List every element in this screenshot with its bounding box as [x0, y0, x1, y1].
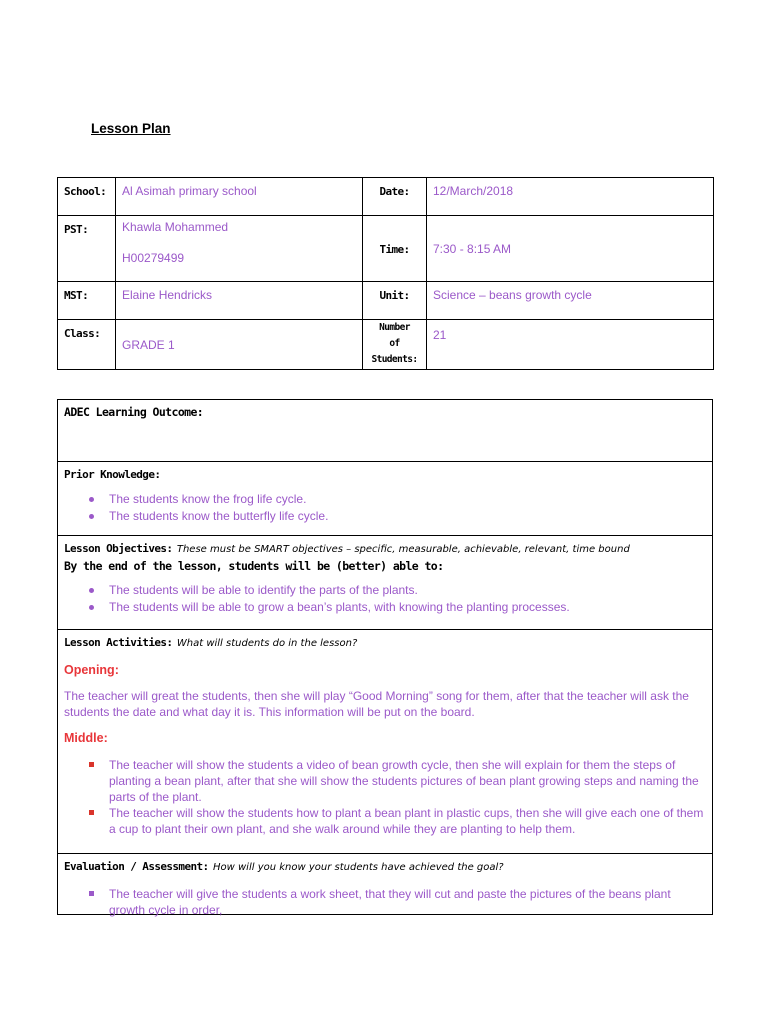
lesson-activities-note: What will students do in the lesson?	[176, 638, 358, 649]
opening-heading: Opening:	[64, 663, 119, 677]
lesson-objectives-section	[58, 536, 712, 630]
prior-knowledge-label: Prior Knowledge:	[64, 468, 161, 481]
page-title: Lesson Plan	[91, 121, 171, 136]
lesson-objectives-label: Lesson Objectives:	[64, 542, 173, 555]
students-value: 21	[433, 328, 447, 342]
date-label: Date:	[379, 185, 410, 198]
lesson-activities-section	[58, 630, 712, 854]
class-label-cell	[58, 320, 116, 370]
students-label-line-2: of	[389, 338, 400, 349]
info-table	[57, 177, 714, 370]
list-item: The students know the butterfly life cycle.	[109, 508, 706, 525]
unit-label-cell	[363, 282, 427, 320]
opening-text: The teacher will great the students, then she will play “Good Morning” song for them, after that the teacher will ask the students the date and what day it is. This information will be put on the board.	[64, 689, 689, 719]
pst-name: Khawla Mohammed	[122, 220, 229, 234]
date-value-cell	[427, 178, 714, 216]
mst-label: MST:	[64, 289, 89, 302]
evaluation-section	[58, 854, 712, 917]
learning-outcome-section	[58, 400, 712, 462]
class-value: GRADE 1	[122, 337, 175, 352]
students-label-cell	[363, 320, 427, 370]
students-label-line-3: Students:	[371, 354, 418, 365]
date-value: 12/March/2018	[433, 184, 514, 198]
evaluation-note: How will you know your students have achieved the goal?	[213, 862, 504, 873]
list-item: The students will be able to identify the parts of the plants.	[109, 582, 706, 599]
list-item: The teacher will give the students a work sheet, that they will cut and paste the pictures of the beans plant growth cycle in order,	[109, 886, 706, 918]
list-item: The students know the frog life cycle.	[109, 491, 706, 508]
time-label: Time:	[379, 242, 410, 256]
list-item: The teacher will show the students how to plant a bean plant in plastic cups, then she will give each one of them a cup to plant their own plant, and she walk around while they are planting to help them.	[109, 805, 706, 837]
unit-label: Unit:	[379, 289, 410, 302]
pst-value-cell	[116, 216, 363, 282]
objectives-subheading: By the end of the lesson, students will be (better) able to:	[64, 559, 444, 573]
school-value-cell	[116, 178, 363, 216]
pst-label-cell	[58, 216, 116, 282]
mst-value: Elaine Hendricks	[122, 288, 213, 302]
lesson-details-table	[57, 399, 713, 915]
time-value-cell	[427, 216, 714, 282]
evaluation-list	[64, 886, 706, 918]
objectives-list	[64, 582, 706, 616]
unit-value: Science – beans growth cycle	[433, 288, 592, 302]
class-label: Class:	[64, 327, 101, 340]
students-label	[363, 320, 426, 368]
middle-list	[64, 757, 706, 837]
pst-id: H00279499	[122, 251, 185, 265]
list-item: The students will be able to grow a bean’s plants, with knowing the planting processes.	[109, 599, 706, 616]
time-label-cell	[363, 216, 427, 282]
lesson-objectives-note: These must be SMART objectives – specific, measurable, achievable, relevant, time bound	[176, 544, 630, 555]
prior-knowledge-section	[58, 462, 712, 536]
class-value-cell	[116, 320, 363, 370]
learning-outcome-label: ADEC Learning Outcome:	[64, 405, 204, 419]
students-value-cell	[427, 320, 714, 370]
time-value: 7:30 - 8:15 AM	[433, 241, 512, 256]
school-value: Al Asimah primary school	[122, 184, 257, 198]
pst-label: PST:	[64, 223, 89, 236]
date-label-cell	[363, 178, 427, 216]
school-label-cell	[58, 178, 116, 216]
mst-value-cell	[116, 282, 363, 320]
mst-label-cell	[58, 282, 116, 320]
prior-knowledge-list	[64, 491, 706, 525]
evaluation-label: Evaluation / Assessment:	[64, 860, 209, 873]
students-label-line-1: Number	[379, 322, 410, 333]
list-item: The teacher will show the students a video of bean growth cycle, then she will explain for them the steps of planting a bean plant, after that she will show the students pictures of bean plant growing steps and naming the parts of the plant.	[109, 757, 706, 805]
unit-value-cell	[427, 282, 714, 320]
middle-heading: Middle:	[64, 731, 108, 745]
lesson-activities-label: Lesson Activities:	[64, 636, 173, 649]
school-label: School:	[64, 185, 107, 198]
